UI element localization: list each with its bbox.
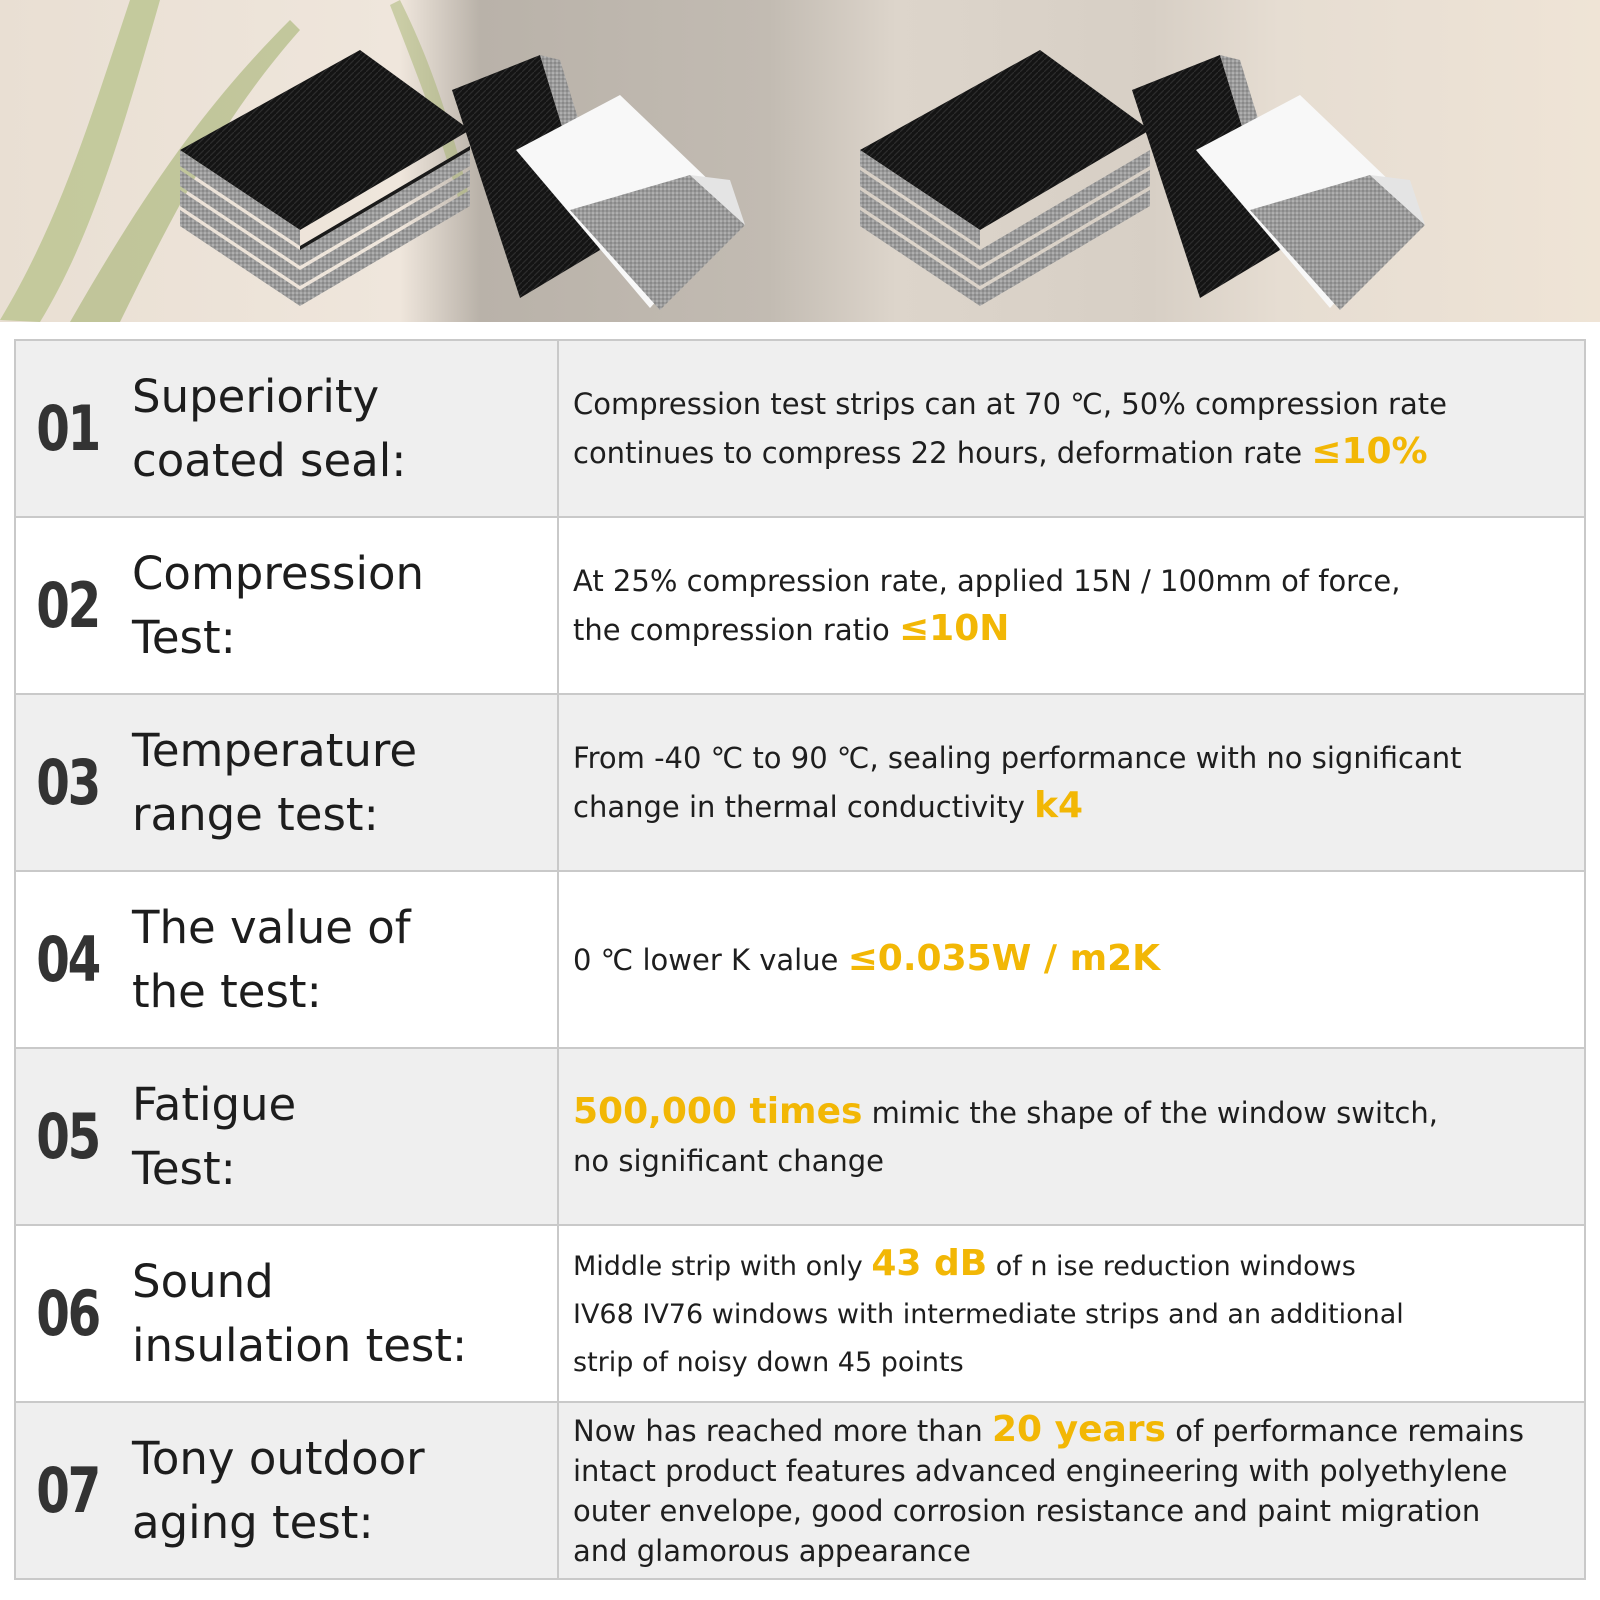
spec-description-text: Middle strip with only <box>573 1251 872 1282</box>
spec-number: 03 <box>36 746 99 819</box>
spec-title <box>132 365 552 493</box>
spec-description-text: outer envelope, good corrosion resistance and paint migration <box>573 1494 1481 1528</box>
spec-title-line: Compression <box>132 546 424 600</box>
spec-title-line: The value of <box>132 900 411 954</box>
weatherstrip-product-illustration <box>0 0 1600 322</box>
spec-number: 07 <box>36 1454 99 1527</box>
spec-title <box>132 1073 552 1201</box>
spec-description-line <box>573 1339 1404 1387</box>
spec-title <box>132 896 552 1024</box>
spec-description-text: From -40 ℃ to 90 ℃, sealing performance with no significant <box>573 741 1462 775</box>
hero-product-photo <box>0 0 1600 322</box>
spec-description-text: of n ise reduction windows <box>987 1251 1356 1282</box>
spec-description-text: intact product features advanced engineering with polyethylene <box>573 1454 1508 1488</box>
spec-description-line <box>573 734 1462 782</box>
spec-description-line <box>573 1451 1524 1491</box>
spec-description-line <box>573 428 1447 477</box>
spec-number: 02 <box>36 569 99 642</box>
spec-description <box>573 935 1160 984</box>
spec-description-cell <box>559 1403 1584 1578</box>
spec-title <box>132 1250 552 1378</box>
spec-description <box>573 557 1400 654</box>
spec-description <box>573 1240 1404 1387</box>
spec-test-cell <box>16 518 559 693</box>
spec-test-cell <box>16 872 559 1047</box>
spec-description-cell <box>559 872 1584 1047</box>
spec-description-text: strip of noisy down 45 points <box>573 1347 964 1378</box>
spec-highlight-value: 500,000 times <box>573 1091 863 1132</box>
spec-description-text: no significant change <box>573 1144 885 1178</box>
spec-number: 05 <box>36 1100 99 1173</box>
spec-description-text: At 25% compression rate, applied 15N / 100mm of force, <box>573 564 1401 598</box>
spec-description-cell <box>559 695 1584 870</box>
spec-highlight-value: 43 dB <box>871 1243 988 1284</box>
spec-description-text: the compression ratio <box>573 613 899 647</box>
spec-test-cell <box>16 695 559 870</box>
spec-description-line <box>573 1410 1524 1451</box>
spec-title-line: Test: <box>132 610 236 664</box>
spec-description-cell <box>559 341 1584 516</box>
spec-highlight-value: 20 years <box>992 1409 1166 1450</box>
spec-description-line <box>573 1088 1438 1137</box>
spec-row <box>16 518 1584 695</box>
spec-title <box>132 542 552 670</box>
spec-description-line <box>573 1291 1404 1339</box>
spec-description-line <box>573 1137 1438 1185</box>
spec-description-text: and glamorous appearance <box>573 1534 971 1568</box>
spec-title-line: Tony outdoor <box>132 1431 425 1485</box>
spec-description-text: IV68 IV76 windows with intermediate strips and an additional <box>573 1299 1404 1330</box>
spec-description-text: 0 ℃ lower K value <box>573 943 848 977</box>
spec-highlight-value: k4 <box>1034 785 1084 826</box>
spec-test-cell <box>16 1403 559 1578</box>
spec-title-line: Temperature <box>132 723 418 777</box>
spec-row <box>16 1226 1584 1403</box>
strip-stack-left <box>180 50 745 310</box>
spec-number: 06 <box>36 1277 99 1350</box>
spec-title-line: Superiority <box>132 369 380 423</box>
spec-title-line: aging test: <box>132 1495 374 1549</box>
spec-title-line: range test: <box>132 787 379 841</box>
spec-description-cell <box>559 1049 1584 1224</box>
spec-description-text: Now has reached more than <box>573 1414 992 1448</box>
spec-description-line <box>573 557 1400 605</box>
spec-number: 04 <box>36 923 99 996</box>
spec-description-cell <box>559 518 1584 693</box>
spec-description-cell <box>559 1226 1584 1401</box>
spec-description-text: continues to compress 22 hours, deformation rate <box>573 436 1312 470</box>
spec-row <box>16 341 1584 518</box>
spec-highlight-value: ≤10N <box>898 608 1010 649</box>
spec-test-cell <box>16 1226 559 1401</box>
spec-description-line <box>573 1491 1524 1531</box>
spec-number: 01 <box>36 392 99 465</box>
spec-highlight-value: ≤0.035W / m2K <box>847 938 1161 979</box>
spec-description-text: change in thermal conductivity <box>573 790 1035 824</box>
spec-description-line <box>573 935 1160 984</box>
spec-table <box>14 339 1586 1580</box>
spec-title-line: insulation test: <box>132 1318 468 1372</box>
spec-description-line <box>573 605 1400 654</box>
strip-stack-right <box>860 50 1425 310</box>
spec-highlight-value: ≤10% <box>1311 431 1428 472</box>
spec-row <box>16 695 1584 872</box>
spec-description-text: mimic the shape of the window switch, <box>862 1096 1438 1130</box>
spec-description-text: of performance remains <box>1166 1414 1525 1448</box>
spec-title-line: coated seal: <box>132 433 407 487</box>
spec-title-line: Sound <box>132 1254 274 1308</box>
spec-row <box>16 1403 1584 1580</box>
spec-description <box>573 734 1462 831</box>
spec-title <box>132 719 552 847</box>
spec-test-cell <box>16 341 559 516</box>
spec-description-line <box>573 1531 1524 1571</box>
spec-description <box>573 1088 1438 1185</box>
spec-test-cell <box>16 1049 559 1224</box>
spec-description-line <box>573 380 1447 428</box>
spec-title-line: Test: <box>132 1141 236 1195</box>
spec-description-text: Compression test strips can at 70 ℃, 50% compression rate <box>573 387 1447 421</box>
spec-description-line <box>573 782 1462 831</box>
spec-title-line: the test: <box>132 964 322 1018</box>
spec-description <box>573 380 1447 477</box>
spec-row <box>16 1049 1584 1226</box>
spec-title-line: Fatigue <box>132 1077 297 1131</box>
spec-title <box>132 1427 552 1555</box>
spec-row <box>16 872 1584 1049</box>
spec-description-line <box>573 1240 1404 1291</box>
spec-description <box>573 1410 1524 1571</box>
